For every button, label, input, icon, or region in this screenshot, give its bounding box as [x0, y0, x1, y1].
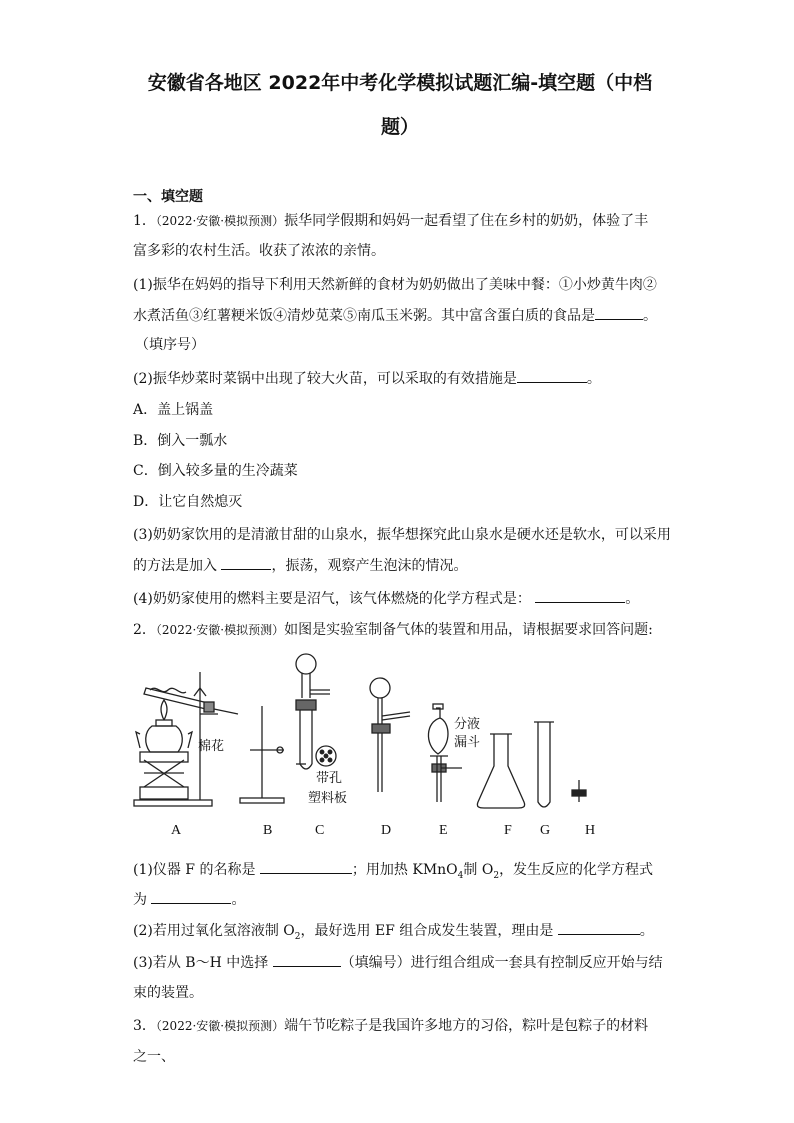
label-daikong: 带孔 — [316, 771, 343, 786]
q2-line-1: 2．（2022·安徽·模拟预测）如图是实验室制备气体的装置和用品，请根据要求回答问题: — [133, 622, 653, 638]
q1-line-6: (2)振华炒菜时菜锅中出现了较大火苗，可以采取的有效措施是 。 — [133, 368, 663, 389]
section-heading: 一、填空题 — [133, 189, 203, 205]
answer-blank[interactable] — [260, 859, 352, 874]
fig-label-c: C — [315, 823, 325, 838]
apparatus-h — [572, 780, 586, 802]
fig-label-f: F — [504, 823, 512, 838]
option-a: A．盖上锅盖 — [133, 402, 214, 418]
apparatus-c — [296, 654, 336, 769]
answer-blank[interactable] — [558, 920, 640, 935]
q1-line-1: 1．（2022·安徽·模拟预测）振华同学假期和妈妈一起看望了住在乡村的奶奶，体验了丰 — [133, 213, 649, 229]
label-loudou: 漏斗 — [454, 735, 481, 750]
apparatus-b — [240, 706, 284, 803]
q3-line-1: 3．（2022·安徽·模拟预测）端午节吃粽子是我国许多地方的习俗，粽叶是包粽子的材料 — [133, 1018, 649, 1034]
option-d: D．让它自然熄灭 — [133, 494, 243, 510]
page-title-cont: 题） — [380, 116, 419, 138]
apparatus-f — [477, 734, 524, 808]
answer-blank[interactable] — [517, 368, 587, 383]
q2-part-2: (2)若用过氧化氢溶液制 $O_2$，最好选用 EF 组合成发生装置，理由是 。 — [133, 920, 663, 947]
fig-label-e: E — [439, 823, 448, 838]
label-fenye: 分液 — [454, 717, 481, 732]
fig-label-g: G — [540, 823, 551, 838]
option-c: C．倒入较多量的生冷蔬菜 — [133, 463, 298, 479]
q2-part-1-cont: 为 。 — [133, 889, 663, 910]
option-b: B．倒入一瓢水 — [133, 433, 228, 449]
apparatus-d — [370, 678, 410, 792]
q2-part-3: (3)若从 B～H 中选择 （填编号）进行组合组成一套具有控制反应开始与结 — [133, 952, 663, 973]
answer-blank[interactable] — [535, 588, 625, 603]
q1-line-8: 的方法是加入 ，振荡，观察产生泡沫的情况。 — [133, 555, 663, 576]
q2-part-3-cont: 束的装置。 — [133, 985, 203, 1001]
q1-line-2: 富多彩的农村生活。收获了浓浓的亲情。 — [133, 243, 385, 259]
answer-blank[interactable] — [595, 305, 643, 320]
answer-blank[interactable] — [151, 889, 231, 904]
q1-line-5: （填序号） — [135, 337, 205, 353]
q1-line-9: (4)奶奶家使用的燃料主要是沼气，该气体燃烧的化学方程式是： 。 — [133, 588, 663, 609]
q3-line-2: 之一、 — [133, 1049, 175, 1065]
fig-label-d: D — [381, 823, 392, 838]
q1-line-7: (3)奶奶家饮用的是清澈甘甜的山泉水，振华想探究此山泉水是硬水还是软水，可以采用 — [133, 527, 671, 543]
apparatus-g — [534, 722, 554, 807]
fig-label-b: B — [263, 823, 273, 838]
label-mianhua: 棉花 — [198, 739, 225, 754]
apparatus-figure — [130, 652, 620, 842]
q2-part-1: (1)仪器 F 的名称是 ；用加热 KMnO$_4$制 $O_2$，发生反应的化学方程式 — [133, 859, 663, 886]
fig-label-h: H — [585, 823, 596, 838]
label-suliaoban: 塑料板 — [308, 791, 348, 806]
answer-blank[interactable] — [221, 555, 271, 570]
q1-line-3: (1)振华在妈妈的指导下利用天然新鲜的食材为奶奶做出了美味中餐：①小炒黄牛肉② — [133, 277, 657, 293]
q1-line-4: 水煮活鱼③红薯粳米饭④清炒苋菜⑤南瓜玉米粥。其中富含蛋白质的食品是 。 — [133, 305, 663, 326]
answer-blank[interactable] — [273, 952, 341, 967]
fig-label-a: A — [171, 823, 182, 838]
page-title: 安徽省各地区 2022年中考化学模拟试题汇编-填空题（中档 — [147, 72, 653, 94]
